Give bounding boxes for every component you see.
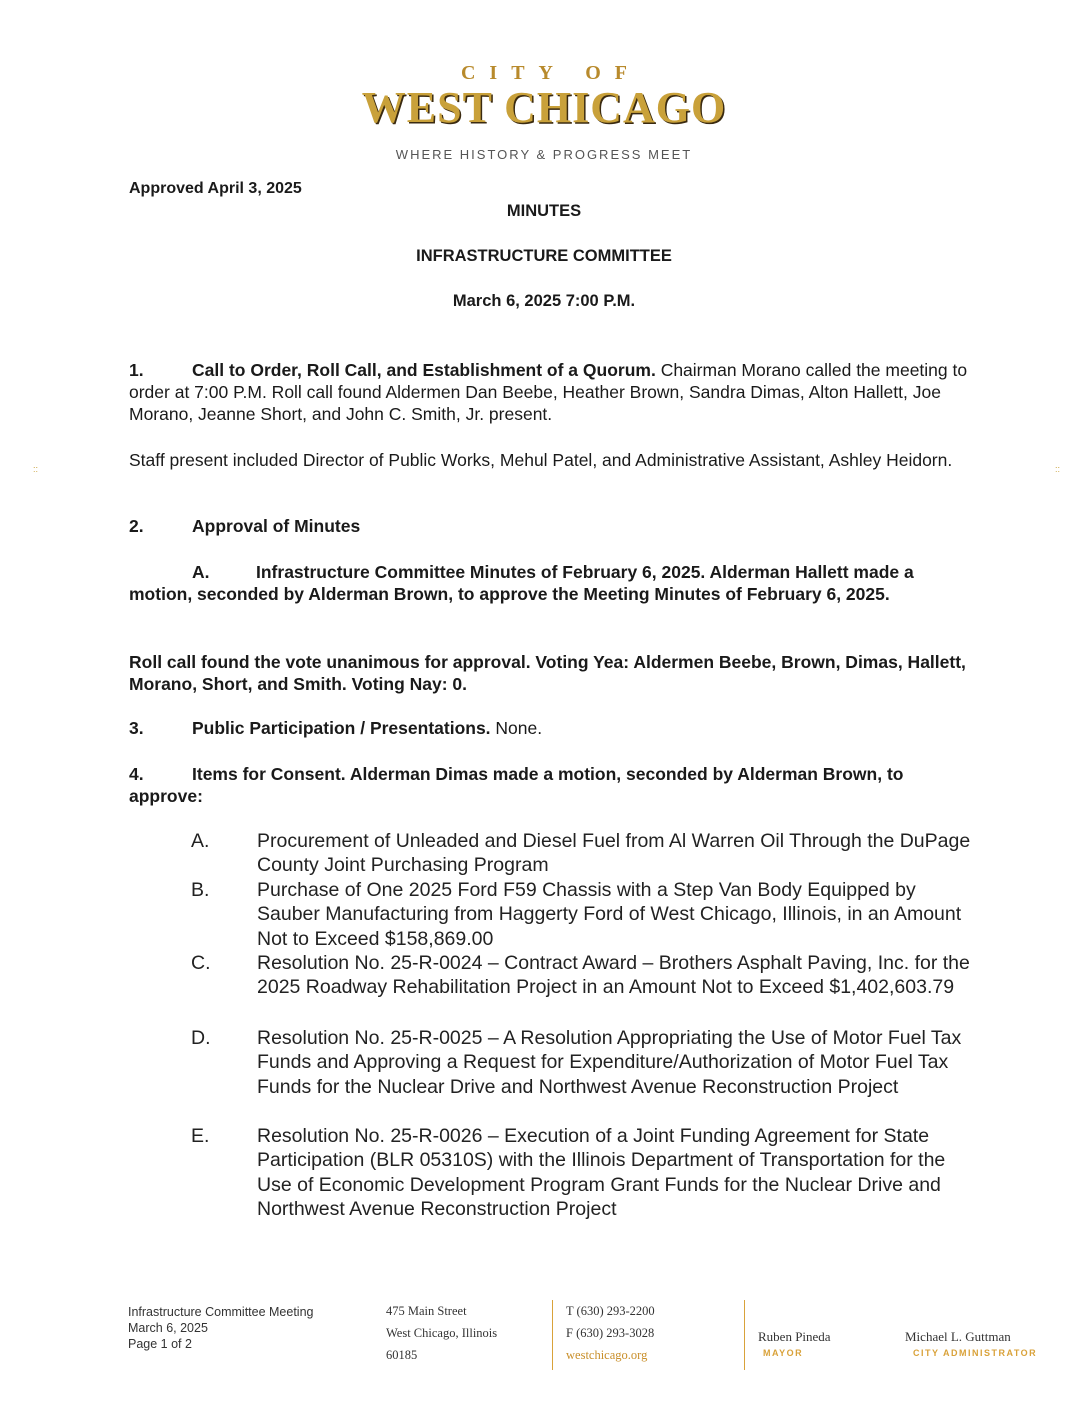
item-letter: B.	[191, 879, 210, 901]
letterhead-city-of: CITY OF	[460, 62, 642, 84]
committee-name: INFRASTRUCTURE COMMITTEE	[416, 247, 672, 265]
administrator-name: Michael L. Guttman	[905, 1329, 1011, 1344]
consent-item	[191, 829, 981, 878]
section-number: 1.	[129, 360, 144, 380]
section-body: None.	[490, 718, 543, 738]
footer-zip: 60185	[386, 1348, 418, 1362]
section-items-for-consent	[129, 763, 969, 807]
section-number: 2.	[129, 516, 144, 536]
margin-mark-right: ::	[1055, 464, 1061, 474]
approved-date: Approved April 3, 2025	[129, 180, 302, 197]
footer-fax: F (630) 293-3028	[566, 1326, 655, 1340]
letterhead-city-name: WEST CHICAGO	[361, 83, 727, 132]
section-approval-of-minutes	[129, 515, 969, 537]
footer-divider	[552, 1300, 553, 1370]
section-public-participation	[129, 717, 969, 739]
letterhead-tagline: WHERE HISTORY & PROGRESS MEET	[395, 147, 693, 162]
margin-mark-left: ::	[33, 464, 39, 474]
footer-date: March 6, 2025	[128, 1321, 208, 1335]
staff-present: Staff present included Director of Public Works, Mehul Patel, and Administrative Assistant, Ashley Heidorn.	[129, 450, 953, 470]
consent-item	[191, 1124, 981, 1221]
footer-page-number: Page 1 of 2	[128, 1337, 192, 1351]
footer-address	[386, 1300, 497, 1366]
footer-divider	[744, 1300, 745, 1370]
document-title: MINUTES	[506, 202, 582, 220]
mayor-name: Ruben Pineda	[758, 1329, 831, 1344]
footer-website-link[interactable]: westchicago.org	[566, 1348, 648, 1362]
consent-item	[191, 1026, 981, 1099]
footer-street: 475 Main Street	[386, 1304, 467, 1318]
footer-city: West Chicago, Illinois	[386, 1326, 498, 1340]
item-letter: A.	[191, 830, 210, 852]
consent-item	[191, 878, 981, 951]
item-letter: D.	[191, 1027, 211, 1049]
roll-call-vote: Roll call found the vote unanimous for approval. Voting Yea: Aldermen Beebe, Brown, Dimas, Hallett, Morano, Short, and Smith. Voting Nay: 0.	[129, 652, 966, 694]
section-title: Items for Consent. Alderman Dimas made a motion, seconded by Alderman Brown, to approve:	[129, 764, 904, 806]
footer-mayor	[758, 1329, 831, 1358]
section-title: Call to Order, Roll Call, and Establishment of a Quorum.	[192, 360, 656, 380]
item-letter: C.	[191, 952, 211, 974]
footer-administrator	[905, 1329, 1037, 1358]
meeting-date: March 6, 2025 7:00 P.M.	[452, 292, 636, 310]
section-body: Chairman Morano called the meeting to order at 7:00 P.M. Roll call found Aldermen Dan Beebe, Heather Brown, Sandra Dimas, Alton Hallett, Joe Morano, Jeanne Short, and John C. Smith, Jr. present.	[129, 360, 968, 424]
item-letter: E.	[191, 1125, 210, 1147]
section-title: Approval of Minutes	[192, 516, 361, 536]
mayor-title: MAYOR	[763, 1348, 804, 1358]
section-title: Public Participation / Presentations.	[192, 718, 491, 738]
sub-letter: A.	[192, 562, 210, 582]
footer-phone: T (630) 293-2200	[566, 1304, 655, 1318]
footer-meeting: Infrastructure Committee Meeting	[128, 1305, 314, 1319]
item-text: Resolution No. 25-R-0026 – Execution of a Joint Funding Agreement for State Participation (BLR 05310S) with the Illinois Department of Transportation for the Use of Economic Development Program Grant Funds for the Nuclear Drive and Northwest Avenue Reconstruction Project	[257, 1125, 946, 1220]
consent-item	[191, 951, 981, 1000]
section-call-to-order	[129, 359, 969, 425]
item-text: Procurement of Unleaded and Diesel Fuel from Al Warren Oil Through the DuPage County Joint Purchasing Program	[257, 830, 971, 877]
section-number: 4.	[129, 764, 144, 784]
section-number: 3.	[129, 718, 144, 738]
item-text: Resolution No. 25-R-0024 – Contract Award – Brothers Asphalt Paving, Inc. for the 2025 Roadway Rehabilitation Project in an Amount Not to Exceed $1,402,603.79	[257, 952, 970, 999]
footer-contact	[566, 1300, 655, 1366]
item-text: Purchase of One 2025 Ford F59 Chassis with a Step Van Body Equipped by Sauber Manufacturing from Haggerty Ford of West Chicago, Illinois, in an Amount Not to Exceed $158,869.00	[257, 879, 962, 950]
administrator-title: CITY ADMINISTRATOR	[913, 1348, 1038, 1358]
item-text: Resolution No. 25-R-0025 – A Resolution Appropriating the Use of Motor Fuel Tax Funds and Approving a Request for Expenditure/Authorization of Motor Fuel Tax Funds for the Nuclear Drive and Northwest Avenue Reconstruction Project	[257, 1027, 962, 1098]
minutes-motion	[129, 561, 969, 605]
motion-text: Infrastructure Committee Minutes of February 6, 2025. Alderman Hallett made a motion, seconded by Alderman Brown, to approve the Meeting Minutes of February 6, 2025.	[129, 562, 914, 604]
footer-page-info	[128, 1304, 314, 1352]
